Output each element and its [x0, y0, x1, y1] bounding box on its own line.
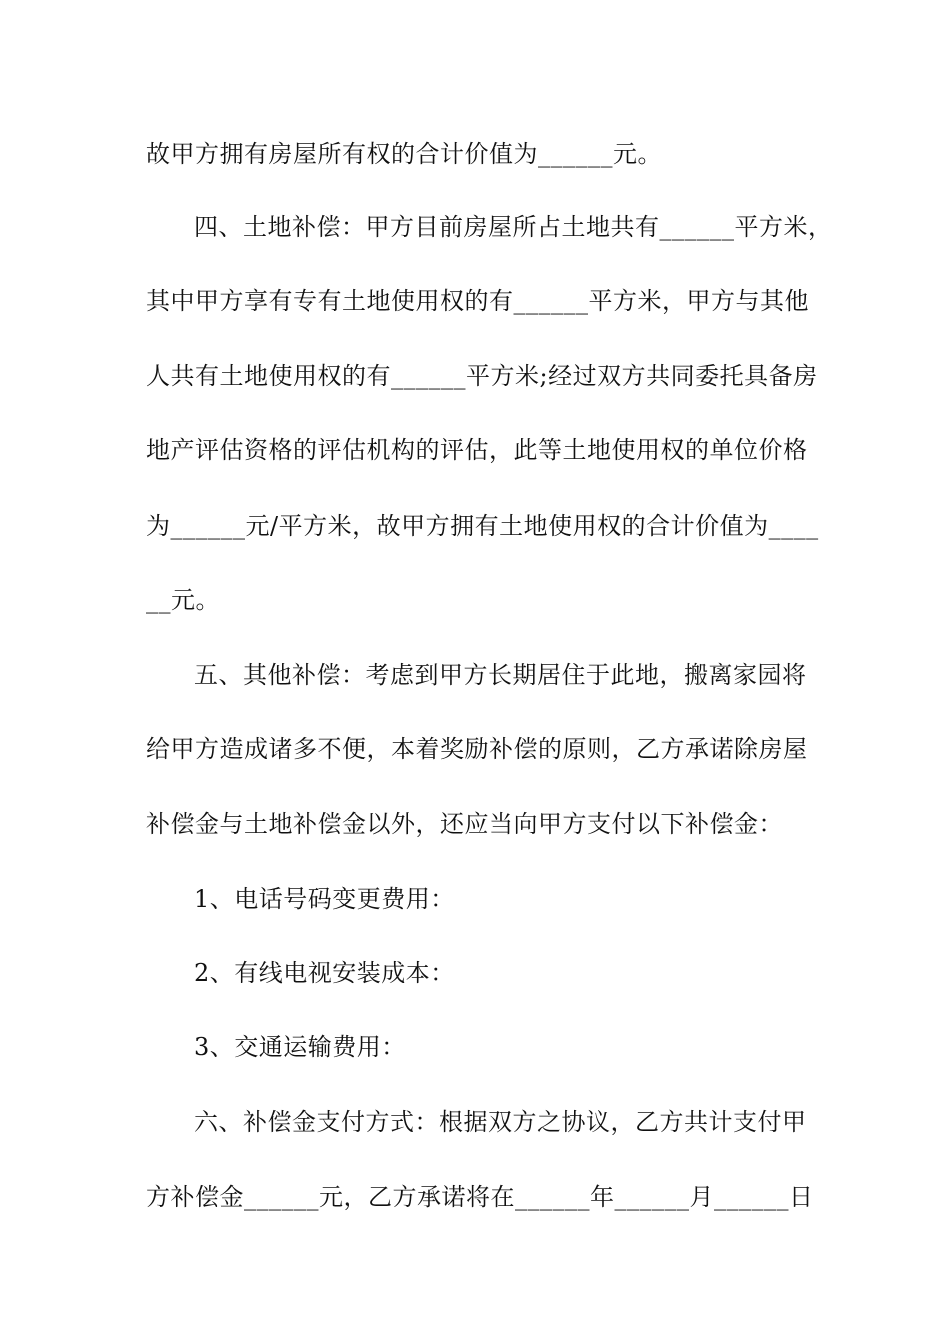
- text-line: 人共有土地使用权的有______平方米;经过双方共同委托具备房: [146, 362, 818, 390]
- text-line: 故甲方拥有房屋所有权的合计价值为______元。: [146, 140, 662, 168]
- list-item: 3、交通运输费用：: [194, 1033, 406, 1061]
- text-line: 方补偿金______元，乙方承诺将在______年______月______日: [146, 1183, 814, 1211]
- text-line: __元。: [146, 586, 220, 614]
- text-line: 其中甲方享有专有土地使用权的有______平方米，甲方与其他: [146, 287, 809, 315]
- list-item: 2、有线电视安装成本：: [194, 959, 455, 987]
- list-item: 1、电话号码变更费用：: [194, 885, 455, 913]
- text-line: 给甲方造成诸多不便，本着奖励补偿的原则，乙方承诺除房屋: [146, 735, 808, 763]
- text-line: 地产评估资格的评估机构的评估，此等土地使用权的单位价格: [146, 436, 808, 464]
- text-line: 补偿金与土地补偿金以外，还应当向甲方支付以下补偿金：: [146, 810, 783, 838]
- section-heading-payment-method: 六、补偿金支付方式：根据双方之协议，乙方共计支付甲: [194, 1108, 807, 1136]
- section-heading-land-compensation: 四、土地补偿：甲方目前房屋所占土地共有______平方米，: [194, 213, 833, 241]
- text-line: 为______元/平方米，故甲方拥有土地使用权的合计价值为____: [146, 512, 819, 540]
- section-heading-other-compensation: 五、其他补偿：考虑到甲方长期居住于此地，搬离家园将: [194, 661, 807, 689]
